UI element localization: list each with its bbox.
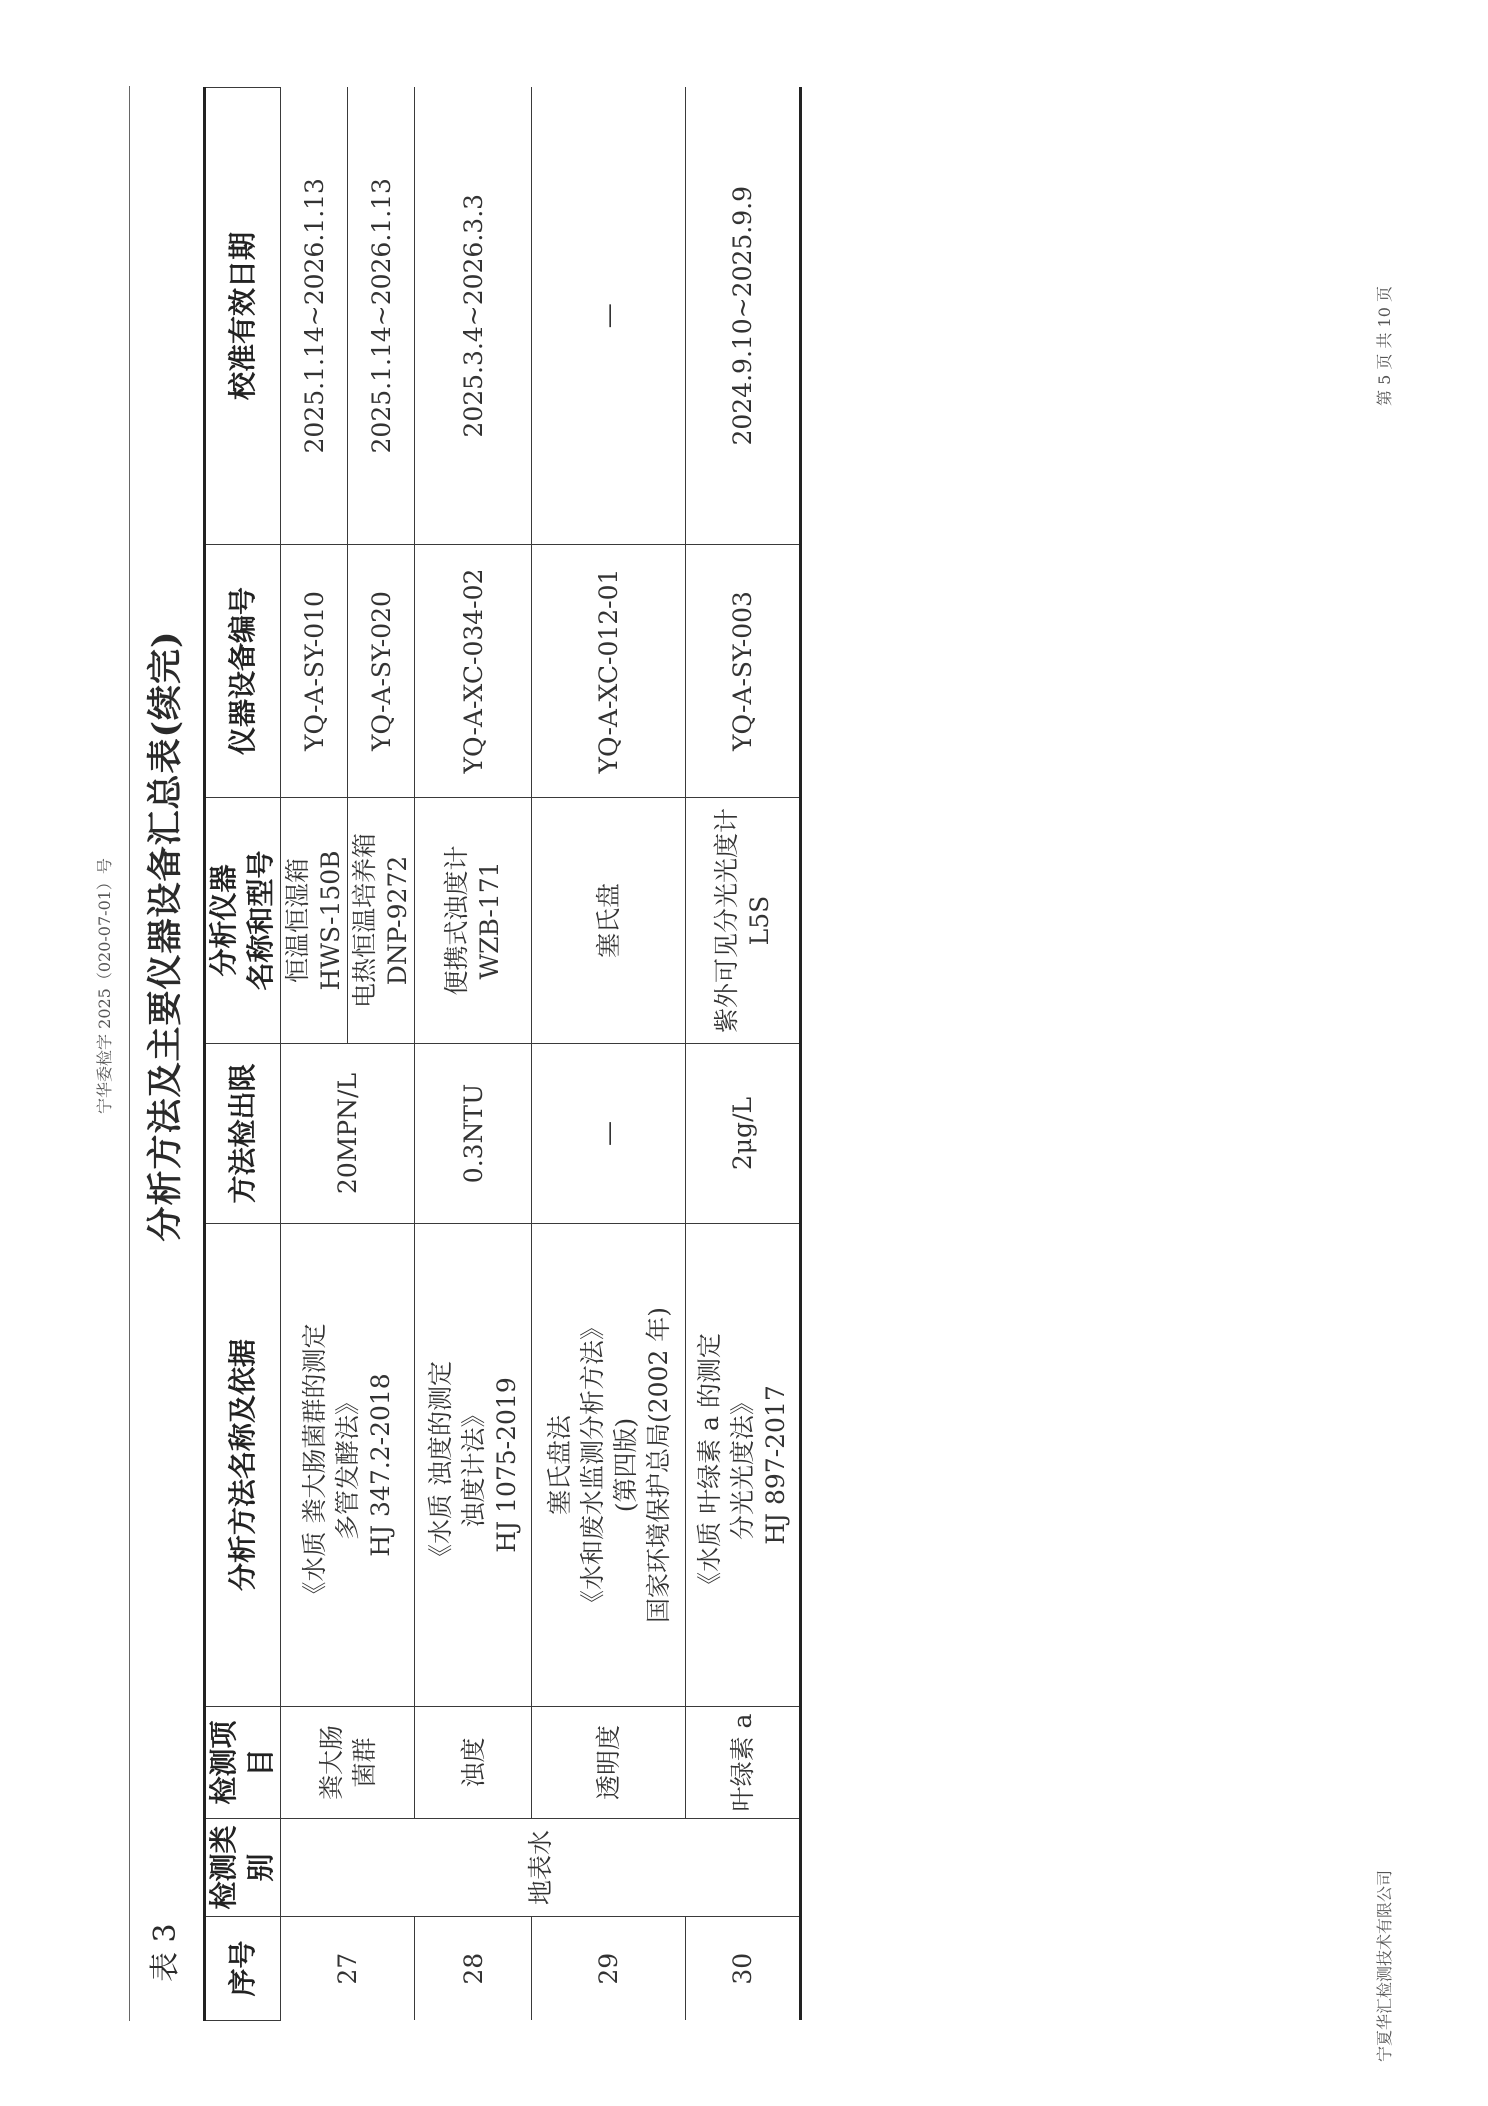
instrument-cell: 塞氏盘	[532, 798, 686, 1044]
header-method: 分析方法名称及依据	[205, 1224, 281, 1707]
document-title: 分析方法及主要仪器设备汇总表(续完)	[145, 630, 186, 1242]
instrument-line: 电热恒温培养箱	[350, 833, 379, 1009]
equipment-no-cell: YQ-A-XC-034-02	[415, 545, 532, 798]
header-seq: 序号	[205, 1917, 281, 2021]
method-line: 浊度计法》	[458, 1402, 488, 1528]
table-row	[532, 88, 686, 2021]
header-item: 检测项目	[205, 1707, 281, 1819]
header-instrument-line: 名称和型号	[244, 850, 277, 991]
equipment-no-cell: YQ-A-XC-012-01	[532, 545, 686, 798]
method-line: HJ 347.2-2018	[366, 1373, 395, 1557]
method-cell	[281, 1224, 415, 1707]
header-instrument	[205, 798, 281, 1044]
header-limit: 方法检出限	[205, 1044, 281, 1224]
limit-cell: 2μg/L	[686, 1044, 801, 1224]
header-category: 检测类别	[205, 1819, 281, 1917]
limit-cell: 20MPN/L	[281, 1044, 415, 1224]
instrument-line: L5S	[744, 895, 774, 946]
calibration-cell: 2024.9.10~2025.9.9	[686, 88, 801, 545]
method-line: 国家环境保护总局(2002 年)	[643, 1306, 673, 1624]
company-name: 宁夏华汇检测技术有限公司	[1375, 1869, 1394, 2062]
instrument-cell	[281, 798, 348, 1044]
method-line: HJ 1075-2019	[491, 1377, 521, 1553]
seq-cell: 28	[415, 1917, 532, 2021]
method-cell	[532, 1224, 686, 1707]
seq-cell: 30	[686, 1917, 801, 2021]
method-line: 《水质 粪大肠菌群的测定	[300, 1323, 329, 1607]
table-label: 表 3	[148, 1923, 183, 1982]
instrument-cell	[415, 798, 532, 1044]
instrument-line: 便携式浊度计	[442, 845, 471, 996]
item-line: 菌群	[349, 1737, 379, 1788]
item-cell	[281, 1707, 415, 1819]
table-row	[686, 88, 801, 2021]
limit-cell: 0.3NTU	[415, 1044, 532, 1224]
method-line: 分光光度法》	[728, 1390, 757, 1541]
method-cell	[686, 1224, 801, 1707]
equipment-no-cell: YQ-A-SY-010	[281, 545, 348, 798]
method-line: 多管发酵法》	[333, 1390, 362, 1541]
equipment-no-cell: YQ-A-SY-020	[348, 545, 415, 798]
instrument-line: 恒温恒湿箱	[283, 858, 312, 984]
instrument-line: HWS-150B	[316, 850, 345, 991]
instrument-line: WZB-171	[475, 861, 504, 980]
instrument-line: 紫外可见分光光度计	[711, 808, 741, 1034]
page-number: 第 5 页 共 10 页	[1375, 286, 1394, 406]
seq-cell: 29	[532, 1917, 686, 2021]
calibration-cell: 2025.1.14~2026.1.13	[281, 88, 348, 545]
item-line: 粪大肠	[316, 1725, 346, 1801]
instrument-cell	[686, 798, 801, 1044]
report-number: 宁华委检字 2025（020-07-01）号	[95, 858, 114, 1114]
header-instrument-line: 分析仪器	[207, 864, 241, 977]
method-line: 《水质 浊度的测定	[425, 1361, 455, 1569]
calibration-cell: —	[532, 88, 686, 545]
seq-cell: 27	[281, 1917, 415, 2021]
limit-cell: —	[532, 1044, 686, 1224]
instrument-line: DNP-9272	[383, 855, 412, 986]
item-cell: 浊度	[415, 1707, 532, 1819]
item-cell: 叶绿素 a	[686, 1707, 801, 1819]
table-row	[281, 88, 348, 2021]
header-row	[205, 88, 281, 2021]
summary-table	[203, 87, 802, 2021]
method-line: 塞氏盘法	[544, 1415, 574, 1516]
equipment-no-cell: YQ-A-SY-003	[686, 545, 801, 798]
category-cell: 地表水	[281, 1819, 801, 1917]
method-line: 《水和废水监测分析方法》	[577, 1315, 607, 1616]
instrument-cell	[348, 798, 415, 1044]
method-line: HJ 897-2017	[761, 1385, 790, 1545]
header-rule	[129, 86, 130, 2021]
item-cell: 透明度	[532, 1707, 686, 1819]
calibration-cell: 2025.1.14~2026.1.13	[348, 88, 415, 545]
method-line: (第四版)	[610, 1417, 640, 1513]
header-equipment-no: 仪器设备编号	[205, 545, 281, 798]
table-row	[415, 88, 532, 2021]
calibration-cell: 2025.3.4~2026.3.3	[415, 88, 532, 545]
method-cell	[415, 1224, 532, 1707]
header-calibration: 校准有效日期	[205, 88, 281, 545]
method-line: 《水质 叶绿素 a 的测定	[695, 1333, 724, 1597]
